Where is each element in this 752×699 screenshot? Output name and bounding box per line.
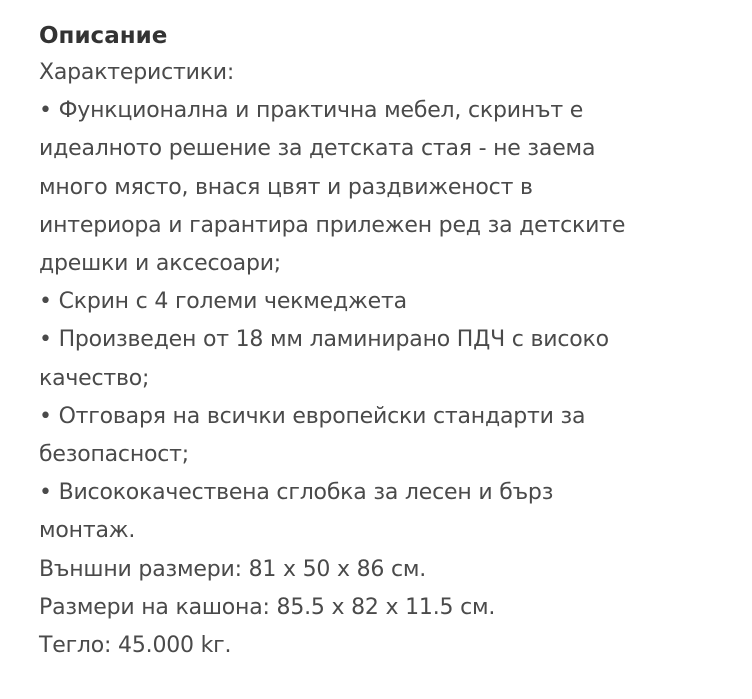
box-dimensions: Размери на кашона: 85.5 x 82 x 11.5 см. (39, 594, 496, 620)
bullet-2-line-1: • Скрин с 4 големи чекмеджета (39, 289, 407, 315)
bullet-1-line-1: • Функционална и практична мебел, скринът е (39, 98, 584, 124)
bullet-4-line-1: • Отговаря на всички европейски стандарти за (39, 403, 586, 429)
weight: Тегло: 45.000 kг. (39, 633, 232, 659)
description-heading: Описание (39, 23, 168, 49)
characteristics-label: Характеристики: (39, 60, 235, 85)
bullet-1-line-3: много място, внася цвят и раздвиженост в (39, 174, 533, 200)
description-body (39, 54, 732, 665)
bullet-3-line-2: качество; (39, 365, 150, 391)
outer-dimensions: Външни размери: 81 x 50 x 86 см. (39, 556, 427, 582)
bullet-3-line-1: • Произведен от 18 мм ламинирано ПДЧ с високо (39, 327, 609, 353)
bullet-1-line-5: дрешки и аксесоари; (39, 251, 282, 277)
bullet-1-line-4: интериора и гарантира прилежен ред за детските (39, 212, 626, 238)
bullet-5-line-2: монтаж. (39, 518, 136, 544)
bullet-1-line-2: идеалното решение за детската стая - не заема (39, 136, 596, 162)
bullet-4-line-2: безопасност; (39, 442, 189, 468)
bullet-5-line-1: • Висококачествена сглобка за лесен и бърз (39, 480, 554, 506)
